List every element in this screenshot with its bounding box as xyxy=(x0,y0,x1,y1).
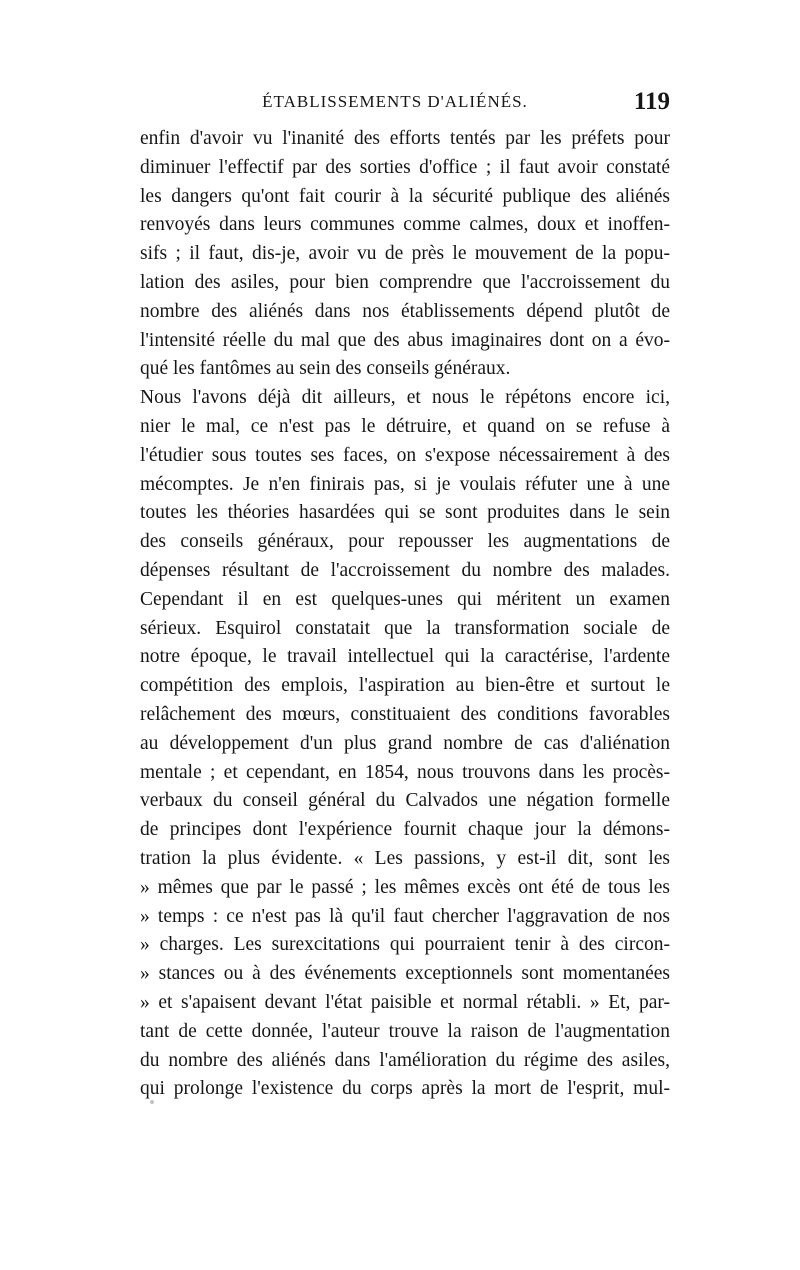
text-line: les dangers qu'ont fait courir à la sécurité publique des aliénés xyxy=(140,185,670,207)
text-line: qué les fantômes au sein des conseils généraux. xyxy=(140,358,511,380)
page-number: 119 xyxy=(633,88,670,115)
text-line: sérieux. Esquirol constatait que la transformation sociale de xyxy=(140,617,670,639)
text-line: tration la plus évidente. « Les passions, y est-il dit, sont les xyxy=(140,847,670,869)
text-line: au développement d'un plus grand nombre de cas d'aliénation xyxy=(140,732,670,754)
text-line: lation des asiles, pour bien comprendre que l'accroissement du xyxy=(140,271,670,293)
running-header xyxy=(130,88,670,122)
text-line: de principes dont l'expérience fournit chaque jour la démons- xyxy=(140,819,670,841)
quoted-line: » stances ou à des événements exceptionnels sont momentanées xyxy=(140,963,670,985)
text-line: renvoyés dans leurs communes comme calmes, doux et inoffen- xyxy=(140,214,670,236)
text-line: mentale ; et cependant, en 1854, nous trouvons dans les procès- xyxy=(140,761,670,783)
text-line: Nous l'avons déjà dit ailleurs, et nous le répétons encore ici, xyxy=(140,387,670,409)
text-line: toutes les théories hasardées qui se sont produites dans le sein xyxy=(140,502,670,524)
text-line: l'étudier sous toutes ses faces, on s'expose nécessairement à des xyxy=(140,444,670,466)
text-line: tant de cette donnée, l'auteur trouve la raison de l'augmentation xyxy=(140,1020,670,1042)
text-line: enfin d'avoir vu l'inanité des efforts tentés par les préfets pour xyxy=(140,128,670,149)
text-line: verbaux du conseil général du Calvados une négation formelle xyxy=(140,790,670,812)
text-line: dépenses résultant de l'accroissement du nombre des malades. xyxy=(140,559,670,581)
text-line: des conseils généraux, pour repousser les augmentations de xyxy=(140,531,670,553)
text-line: du nombre des aliénés dans l'amélioration du régime des asiles, xyxy=(140,1049,670,1071)
quoted-line: » temps : ce n'est pas là qu'il faut chercher l'aggravation de nos xyxy=(140,905,670,927)
quoted-line: » mêmes que par le passé ; les mêmes excès ont été de tous les xyxy=(140,876,670,898)
text-line: nombre des aliénés dans nos établissements dépend plutôt de xyxy=(140,300,670,322)
text-line: sifs ; il faut, dis-je, avoir vu de près le mouvement de la popu- xyxy=(140,243,670,265)
running-title: ÉTABLISSEMENTS D'ALIÉNÉS. xyxy=(262,92,528,111)
text-line: nier le mal, ce n'est pas le détruire, et quand on se refuse à xyxy=(140,415,670,437)
quoted-line: » et s'apaisent devant l'état paisible et normal rétabli. » Et, par- xyxy=(140,991,670,1013)
ink-speck xyxy=(150,1100,154,1104)
quoted-line: » charges. Les surexcitations qui pourraient tenir à des circon- xyxy=(140,934,670,956)
text-line: compétition des emplois, l'aspiration au bien-être et surtout le xyxy=(140,675,670,697)
body-text xyxy=(140,125,670,1104)
text-line: Cependant il en est quelques-unes qui méritent un examen xyxy=(140,588,670,610)
text-line: relâchement des mœurs, constituaient des conditions favorables xyxy=(140,703,670,725)
text-line: l'intensité réelle du mal que des abus imaginaires dont on a évo- xyxy=(140,329,670,351)
text-line: mécomptes. Je n'en finirais pas, si je voulais réfuter une à une xyxy=(140,473,670,495)
text-line: notre époque, le travail intellectuel qui la caractérise, l'ardente xyxy=(140,646,670,668)
text-line: qui prolonge l'existence du corps après la mort de l'esprit, mul- xyxy=(140,1078,670,1100)
text-line: diminuer l'effectif par des sorties d'office ; il faut avoir constaté xyxy=(140,156,670,178)
